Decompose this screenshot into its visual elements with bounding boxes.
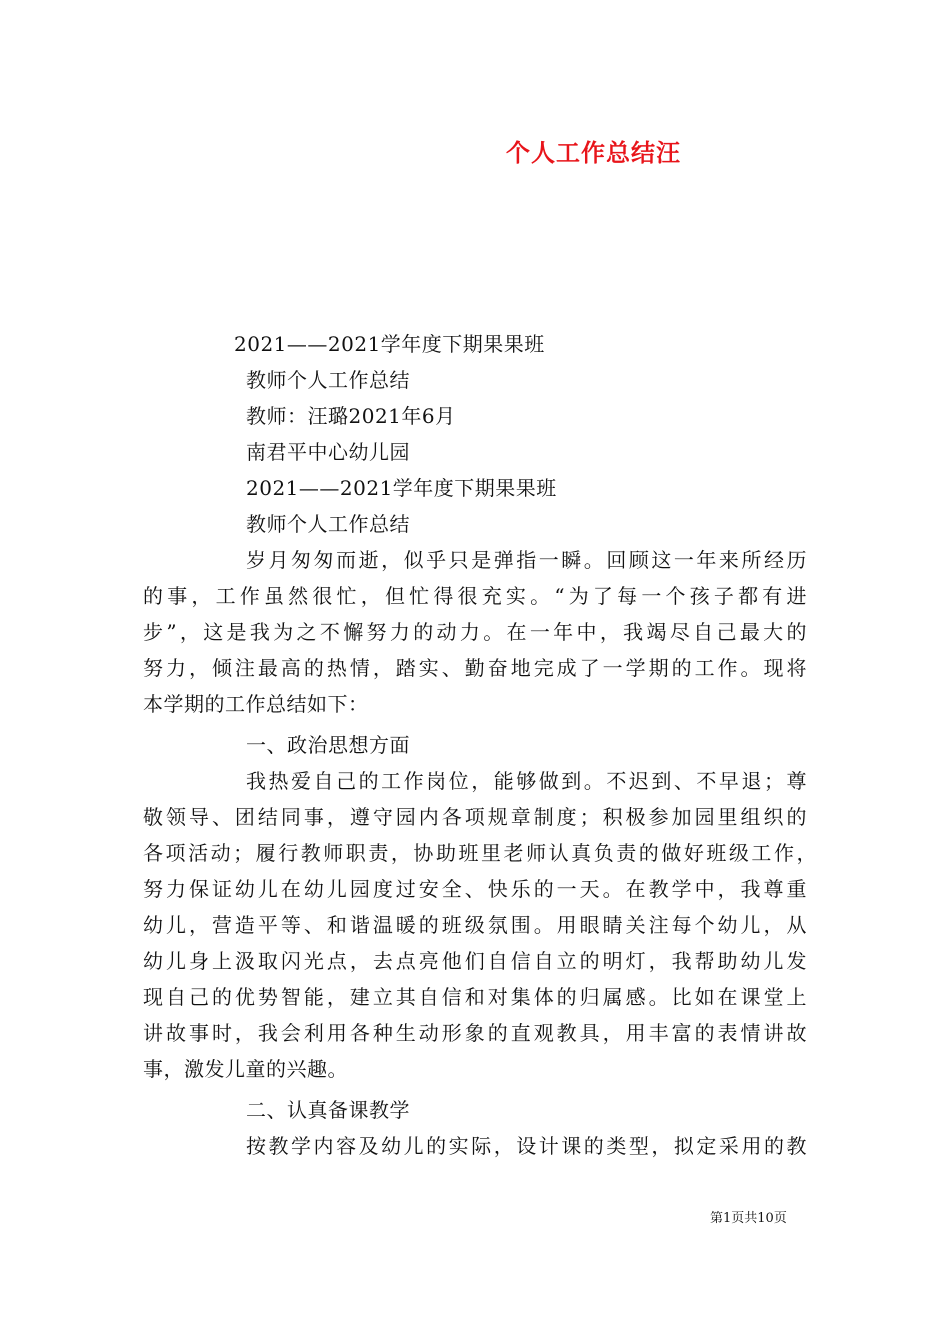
paragraph-line: 幼儿身上汲取闪光点，去点亮他们自信自立的明灯，我帮助幼儿发 <box>143 949 807 973</box>
paragraph-line: 努力，倾注最高的热情，踏实、勤奋地完成了一学期的工作。现将 <box>143 656 807 680</box>
paragraph-line: 努力保证幼儿在幼儿园度过安全、快乐的一天。在教学中，我尊重 <box>143 877 807 901</box>
paragraph-line: 敬领导、团结同事，遵守园内各项规章制度；积极参加园里组织的 <box>143 805 807 829</box>
section-heading: 一、政治思想方面 <box>246 733 410 757</box>
paragraph-line: 岁月匆匆而逝，似乎只是弹指一瞬。回顾这一年来所经历 <box>246 548 807 572</box>
paragraph-line: 事，激发儿童的兴趣。 <box>143 1057 348 1081</box>
header-line: 2021——2021学年度下期果果班 <box>246 476 557 500</box>
paragraph-line: 现自己的优势智能，建立其自信和对集体的归属感。比如在课堂上 <box>143 985 807 1009</box>
header-line: 南君平中心幼儿园 <box>246 440 410 464</box>
header-line: 教师个人工作总结 <box>246 512 410 536</box>
paragraph-line: 讲故事时，我会利用各种生动形象的直观教具，用丰富的表情讲故 <box>143 1021 807 1045</box>
document-title: 个人工作总结汪 <box>506 139 681 167</box>
paragraph-line: 各项活动；履行教师职责，协助班里老师认真负责的做好班级工作， <box>143 841 817 865</box>
paragraph-line: 幼儿，营造平等、和谐温暖的班级氛围。用眼睛关注每个幼儿，从 <box>143 913 807 937</box>
paragraph-line: 的事，工作虽然很忙，但忙得很充实。“为了每一个孩子都有进 <box>143 584 807 608</box>
paragraph-line: 按教学内容及幼儿的实际，设计课的类型，拟定采用的教 <box>246 1134 807 1158</box>
section-heading: 二、认真备课教学 <box>246 1098 410 1122</box>
header-line: 2021——2021学年度下期果果班 <box>234 332 545 356</box>
header-line: 教师个人工作总结 <box>246 368 410 392</box>
page-indicator: 第1页共10页 <box>710 1211 787 1226</box>
paragraph-line: 我热爱自己的工作岗位，能够做到。不迟到、不早退；尊 <box>246 769 807 793</box>
paragraph-line: 步”，这是我为之不懈努力的动力。在一年中，我竭尽自己最大的 <box>143 620 807 644</box>
paragraph-line: 本学期的工作总结如下： <box>143 692 369 716</box>
header-line: 教师：汪璐2021年6月 <box>246 404 456 428</box>
